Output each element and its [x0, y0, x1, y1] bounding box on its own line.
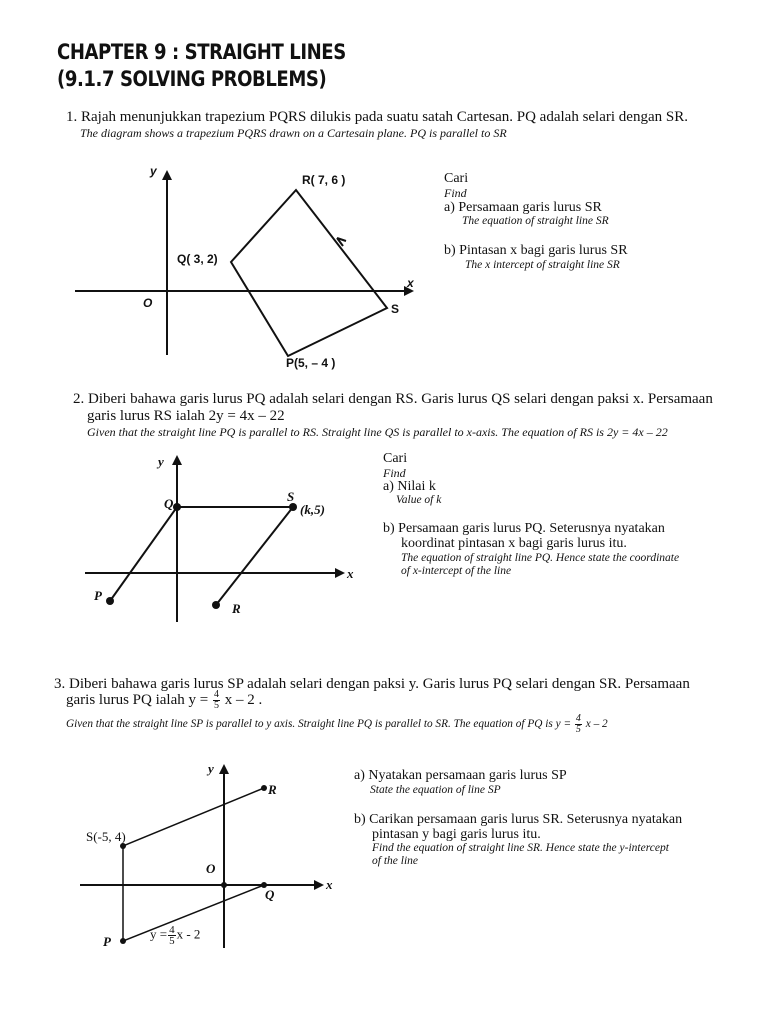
q1-part-b-en: The x intercept of straight line SR	[465, 259, 620, 271]
q1-label-origin: O	[143, 296, 153, 310]
q3-frac-num: 4	[213, 689, 219, 700]
q2-part-b-ms-2: koordinat pintasan x bagi garis lurus itu.	[401, 536, 627, 551]
q3-label-q: Q	[265, 887, 275, 902]
q1-find-ms: Cari	[444, 171, 469, 186]
q2-part-a-ms: a) Nilai k	[383, 479, 436, 494]
q3-line-sr	[123, 788, 264, 846]
q3-text-en-pre: Given that the straight line SP is parallel to y axis. Straight line PQ is parallel to SR. The equation of PQ is y =	[66, 718, 572, 731]
q1-part-a-en: The equation of straight line SR	[462, 215, 609, 227]
q3-line-equation	[150, 925, 200, 946]
q3-eq-post: x - 2	[176, 926, 201, 942]
q1-label-r: R( 7, 6 )	[302, 173, 346, 187]
q2-label-q: Q	[164, 496, 174, 511]
q2-text-en: Given that the straight line PQ is parallel to RS. Straight line QS is parallel to x-axis. The equation of RS is 2y = 4x – 22	[87, 425, 668, 439]
q3-label-s: S(-5, 4)	[86, 829, 126, 844]
q2-label-p: P	[94, 588, 102, 603]
q2-label-s: S	[287, 489, 295, 504]
q2-find-en: Find	[383, 466, 406, 480]
q2-label-r: R	[232, 601, 241, 616]
chapter-title: CHAPTER 9 : STRAIGHT LINES	[57, 40, 346, 64]
q1-label-y: y	[150, 164, 157, 178]
q2-part-b-ms-1: b) Persamaan garis lurus PQ. Seterusnya nyatakan	[383, 521, 665, 536]
q1-text-en: The diagram shows a trapezium PQRS drawn on a Cartesain plane. PQ is parallel to SR	[80, 126, 507, 140]
q2-label-x: x	[347, 566, 354, 581]
q3-part-a-en: State the equation of line SP	[370, 784, 501, 796]
chapter-subtitle: (9.1.7 SOLVING PROBLEMS)	[57, 67, 327, 91]
q3-text-ms-2-pre: garis lurus PQ ialah y =	[66, 691, 209, 708]
q3-label-r: R	[268, 782, 277, 797]
q2-find-ms: Cari	[383, 451, 408, 466]
q3-part-b-en-1: Find the equation of straight line SR. Hence state the y-intercept	[372, 842, 669, 854]
q2-label-y: y	[158, 454, 164, 469]
q3-en-frac-den: 5	[575, 724, 581, 735]
q1-label-p: P(5, – 4 )	[286, 356, 336, 370]
q3-eq-frac-den: 5	[169, 935, 175, 947]
q3-part-a-ms: a) Nyatakan persamaan garis lurus SP	[354, 768, 567, 783]
q1-label-s: S	[391, 302, 400, 316]
q1-label-q: Q( 3, 2)	[177, 252, 218, 266]
q3-eq-pre: y =	[150, 926, 168, 942]
q2-part-a-en: Value of k	[396, 494, 442, 506]
q3-label-y: y	[208, 761, 214, 776]
q1-label-x: x	[407, 276, 414, 290]
q3-text-en-post: x – 2	[585, 718, 608, 731]
q3-label-p: P	[103, 934, 111, 949]
q3-frac-den: 5	[213, 700, 219, 711]
q3-part-b-en-2: of the line	[372, 855, 418, 867]
q2-text-ms-2: garis lurus RS ialah 2y = 4x – 22	[87, 408, 285, 424]
q3-point-origin	[221, 882, 227, 888]
q1-part-b-ms: b) Pintasan x bagi garis lurus SR	[444, 243, 628, 258]
q3-text-ms-2-post: x – 2 .	[224, 691, 263, 708]
q2-part-b-en-2: of x-intercept of the line	[401, 565, 512, 577]
q3-point-p	[120, 938, 126, 944]
q3-en-frac-num: 4	[575, 713, 581, 724]
q3-part-b-ms-2: pintasan y bagi garis lurus itu.	[372, 827, 541, 842]
q3-eq-frac-num: 4	[169, 924, 175, 936]
q2-text-ms-1: 2. Diberi bahawa garis lurus PQ adalah selari dengan RS. Garis lurus QS selari dengan paksi x. Persamaan	[73, 391, 713, 407]
q3-point-r	[261, 785, 267, 791]
q3-eq-fraction	[168, 925, 176, 946]
q3-label-origin: O	[206, 861, 216, 876]
q1-part-a-ms: a) Persamaan garis lurus SR	[444, 200, 602, 215]
q2-label-s-coord: (k,5)	[300, 502, 325, 517]
q2-part-b-en-1: The equation of straight line PQ. Hence state the coordinate	[401, 552, 680, 564]
q1-find-en: Find	[444, 186, 467, 200]
q3-label-x: x	[326, 877, 333, 892]
q3-part-b-ms-1: b) Carikan persamaan garis lurus SR. Seterusnya nyatakan	[354, 812, 683, 827]
q3-text-ms-1: 3. Diberi bahawa garis lurus SP adalah selari dengan paksi y. Garis lurus PQ selari dengan SR. Persamaan	[54, 676, 690, 692]
q1-text-ms: 1. Rajah menunjukkan trapezium PQRS dilukis pada suatu satah Cartesan. PQ adalah selari dengan SR.	[66, 109, 688, 125]
